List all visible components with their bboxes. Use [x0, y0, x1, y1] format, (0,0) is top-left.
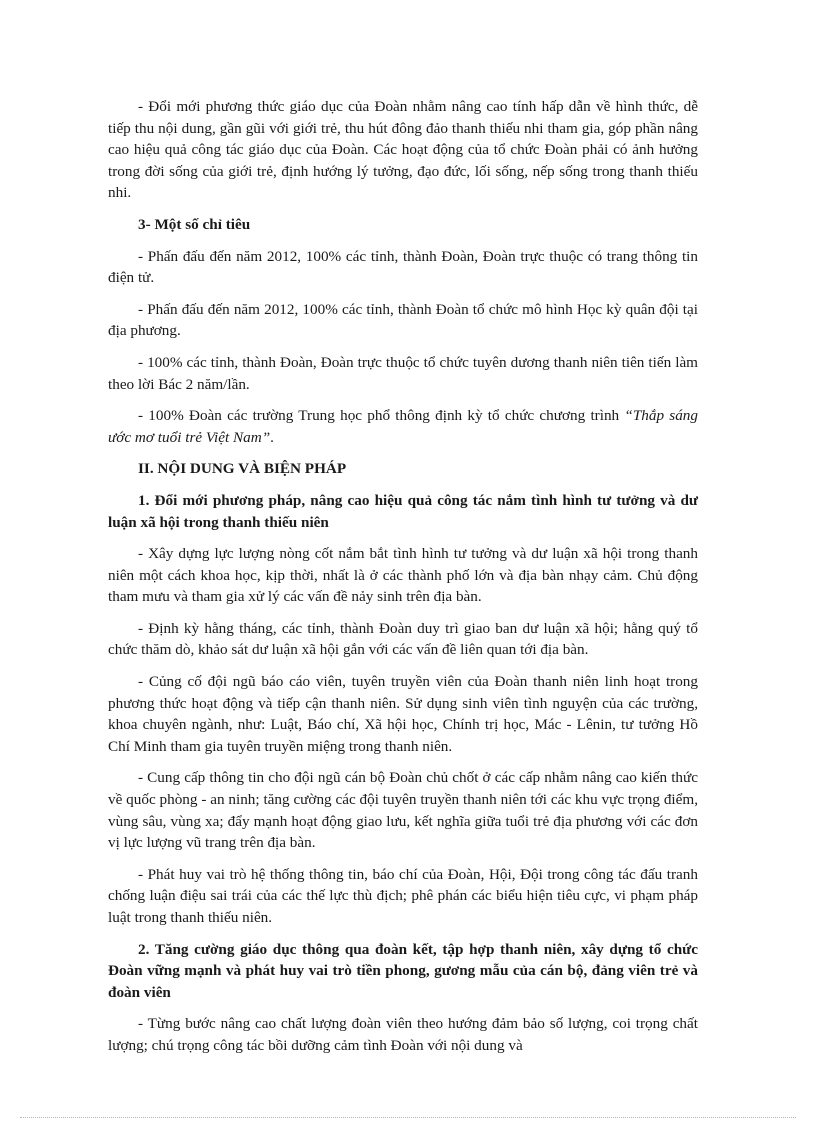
- heading-section-2: 2. Tăng cường giáo dục thông qua đoàn kết, tập hợp thanh niên, xây dựng tổ chức Đoàn vững mạnh và phát huy vai trò tiền phong, gương mẫu của cán bộ, đảng viên trẻ và đoàn viên: [108, 940, 698, 1001]
- paragraph-target-program: [108, 405, 698, 448]
- paragraph-education-method: - Đổi mới phương thức giáo dục của Đoàn nhằm nâng cao tính hấp dẫn về hình thức, dễ tiếp thu nội dung, gần gũi với giới trẻ, thu hút đông đảo thanh thiếu nhi tham gia, góp phần nâng cao hiệu quả công tác giáo dục của Đoàn. Các hoạt động của tổ chức Đoàn phải có ảnh hưởng trong đời sống của giới trẻ, định hướng lý tưởng, đạo đức, lối sống, nếp sống trong thanh thiếu nhi.: [108, 98, 698, 202]
- paragraph-monthly-briefing: - Định kỳ hằng tháng, các tỉnh, thành Đoàn duy trì giao ban dư luận xã hội; hằng quý tổ chức thăm dò, khảo sát dư luận xã hội gắn với các vấn đề liên quan tới địa bàn.: [108, 619, 698, 659]
- program-name-quote: “Thắp sáng ước mơ tuổi trẻ Việt Nam”: [108, 407, 698, 446]
- page-bottom-border: [20, 1117, 796, 1118]
- document-page: [108, 96, 698, 1063]
- paragraph-reporters: - Củng cố đội ngũ báo cáo viên, tuyên truyền viên của Đoàn thanh niên linh hoạt trong phương thức hoạt động và tiếp cận thanh niên. Sử dụng sinh viên tình nguyện của các trường, khoa chuyên ngành, như: Luật, Báo chí, Xã hội học, Chính trị học, Mác - Lênin, tư tưởng Hồ Chí Minh tham gia tuyên truyền miệng trong thanh niên.: [108, 673, 698, 755]
- paragraph-core-force: - Xây dựng lực lượng nòng cốt nắm bắt tình hình tư tưởng và dư luận xã hội trong thanh niên một cách khoa học, kịp thời, nhất là ở các thành phố lớn và địa bàn nhạy cảm. Chủ động tham mưu và tham gia xử lý các vấn đề nảy sinh trên địa bàn.: [108, 545, 698, 606]
- paragraph-target-program-text: - 100% Đoàn các trường Trung học phổ thông định kỳ tổ chức chương trình: [138, 407, 625, 425]
- paragraph-target-program-tail: .: [270, 428, 274, 446]
- heading-content-measures: II. NỘI DUNG VÀ BIỆN PHÁP: [138, 460, 347, 478]
- paragraph-information-supply: - Cung cấp thông tin cho đội ngũ cán bộ Đoàn chủ chốt ở các cấp nhằm nâng cao kiến thức về quốc phòng - an ninh; tăng cường các đội tuyên truyền thanh niên tới các khu vực trọng điểm, vùng sâu, vùng xa; đẩy mạnh hoạt động giao lưu, kết nghĩa giữa tuổi trẻ địa phương với các đơn vị lực lượng vũ trang trên địa bàn.: [108, 769, 698, 852]
- heading-section-1: 1. Đổi mới phương pháp, nâng cao hiệu quả công tác nắm tình hình tư tưởng và dư luận xã hội trong thanh thiếu niên: [108, 491, 698, 531]
- paragraph-member-quality: - Từng bước nâng cao chất lượng đoàn viên theo hướng đảm bảo số lượng, coi trọng chất lượng; chú trọng công tác bồi dưỡng cảm tình Đoàn với nội dung và: [108, 1015, 698, 1054]
- paragraph-press-role: - Phát huy vai trò hệ thống thông tin, báo chí của Đoàn, Hội, Đội trong công tác đấu tranh chống luận điệu sai trái của các thế lực thù địch; phê phán các biểu hiện tiêu cực, vi phạm pháp luật trong thanh thiếu niên.: [108, 865, 698, 926]
- paragraph-target-military-semester: - Phấn đấu đến năm 2012, 100% các tỉnh, thành Đoàn tổ chức mô hình Học kỳ quân đội tại địa phương.: [108, 300, 698, 340]
- paragraph-target-commendation: - 100% các tỉnh, thành Đoàn, Đoàn trực thuộc tổ chức tuyên dương thanh niên tiên tiến làm theo lời Bác 2 năm/lần.: [108, 353, 698, 393]
- heading-targets: 3- Một số chỉ tiêu: [138, 215, 251, 233]
- paragraph-target-website: - Phấn đấu đến năm 2012, 100% các tỉnh, thành Đoàn, Đoàn trực thuộc có trang thông tin điện tử.: [108, 247, 698, 287]
